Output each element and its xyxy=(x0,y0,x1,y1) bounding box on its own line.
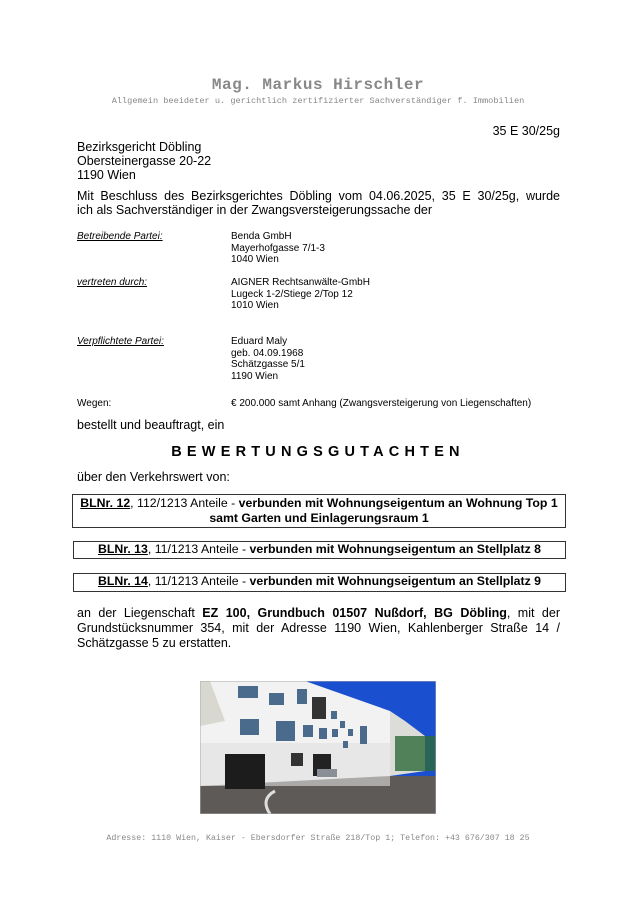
share: 11/1213 Anteile - xyxy=(154,542,250,556)
recipient-line: Bezirksgericht Döbling xyxy=(77,140,202,154)
party-line: Schätzgasse 5/1 xyxy=(231,359,305,370)
property-line: an der Liegenschaft EZ 100, Grundbuch 01507 Nußdorf, BG Döbling, mit der xyxy=(77,606,561,620)
party-line: geb. 04.09.1968 xyxy=(231,347,304,359)
party-details xyxy=(231,277,370,312)
property-item-box xyxy=(72,494,566,528)
separator: , xyxy=(130,496,138,510)
description: verbunden mit Wohnungseigentum an Stellplatz 9 xyxy=(249,574,542,588)
recipient-line: 1190 Wien xyxy=(77,168,136,182)
party-line: Eduard Maly xyxy=(231,336,288,347)
document-title: BEWERTUNGSGUTACHTEN xyxy=(171,444,465,460)
separator: , xyxy=(147,542,155,556)
party-label: Verpflichtete Partei: xyxy=(77,336,164,347)
wegen-label: Wegen: xyxy=(77,398,112,409)
property-line: Grundstücksnummer 354, mit der Adresse 1190 Wien, Kahlenberger Straße 14 / xyxy=(77,621,560,635)
property-item-box xyxy=(73,541,566,559)
party-line: 1040 Wien xyxy=(231,254,279,265)
party-line: Lugeck 1-2/Stiege 2/Top 12 xyxy=(231,288,353,300)
party-details xyxy=(231,231,325,266)
recipient-line: Obersteinergasse 20-22 xyxy=(77,154,212,168)
party-line: 1010 Wien xyxy=(231,300,279,311)
footer-contact: Adresse: 1110 Wien, Kaiser - Ebersdorfer Straße 218/Top 1; Telefon: +43 676/307 18 25 xyxy=(106,834,530,843)
party-line: AIGNER Rechtsanwälte-GmbH xyxy=(231,277,370,288)
intro-line: Mit Beschluss des Bezirksgerichtes Döbling vom 04.06.2025, 35 E 30/25g, wurde xyxy=(77,189,560,203)
party-label: vertreten durch: xyxy=(77,277,148,288)
wegen-value: € 200.000 samt Anhang (Zwangsversteigerung von Liegenschaften) xyxy=(231,398,532,409)
bl-number: BLNr. 14 xyxy=(97,574,148,588)
party-line: 1190 Wien xyxy=(231,370,279,382)
share: 11/1213 Anteile - xyxy=(154,574,250,588)
description: samt Garten und Einlagerungsraum 1 xyxy=(209,511,429,525)
case-number: 35 E 30/25g xyxy=(492,124,560,138)
party-line: Mayerhofgasse 7/1-3 xyxy=(231,242,325,254)
party-label: Betreibende Partei: xyxy=(77,231,163,242)
party-line: Benda GmbH xyxy=(231,231,292,242)
building-photo xyxy=(200,681,436,814)
separator: , xyxy=(147,574,155,588)
description: verbunden mit Wohnungseigentum an Wohnung Top 1 xyxy=(238,496,558,510)
appointed-text: bestellt und beauftragt, ein xyxy=(77,418,225,432)
description: verbunden mit Wohnungseigentum an Stellplatz 8 xyxy=(249,542,542,556)
subject-intro: über den Verkehrswert von: xyxy=(77,470,230,484)
intro-line: ich als Sachverständiger in der Zwangsversteigerungssache der xyxy=(77,203,433,217)
party-details xyxy=(231,336,305,382)
recipient-address xyxy=(77,140,211,182)
bl-number: BLNr. 13 xyxy=(97,542,148,556)
expert-subtitle: Allgemein beeideter u. gerichtlich zertifizierter Sachverständiger f. Immobilien xyxy=(111,96,525,106)
bl-number: BLNr. 12 xyxy=(80,496,131,510)
property-line: Schätzgasse 5 zu erstatten. xyxy=(77,636,232,650)
property-item-box xyxy=(73,573,566,592)
share: 112/1213 Anteile - xyxy=(137,496,239,510)
expert-name: Mag. Markus Hirschler xyxy=(211,76,425,94)
